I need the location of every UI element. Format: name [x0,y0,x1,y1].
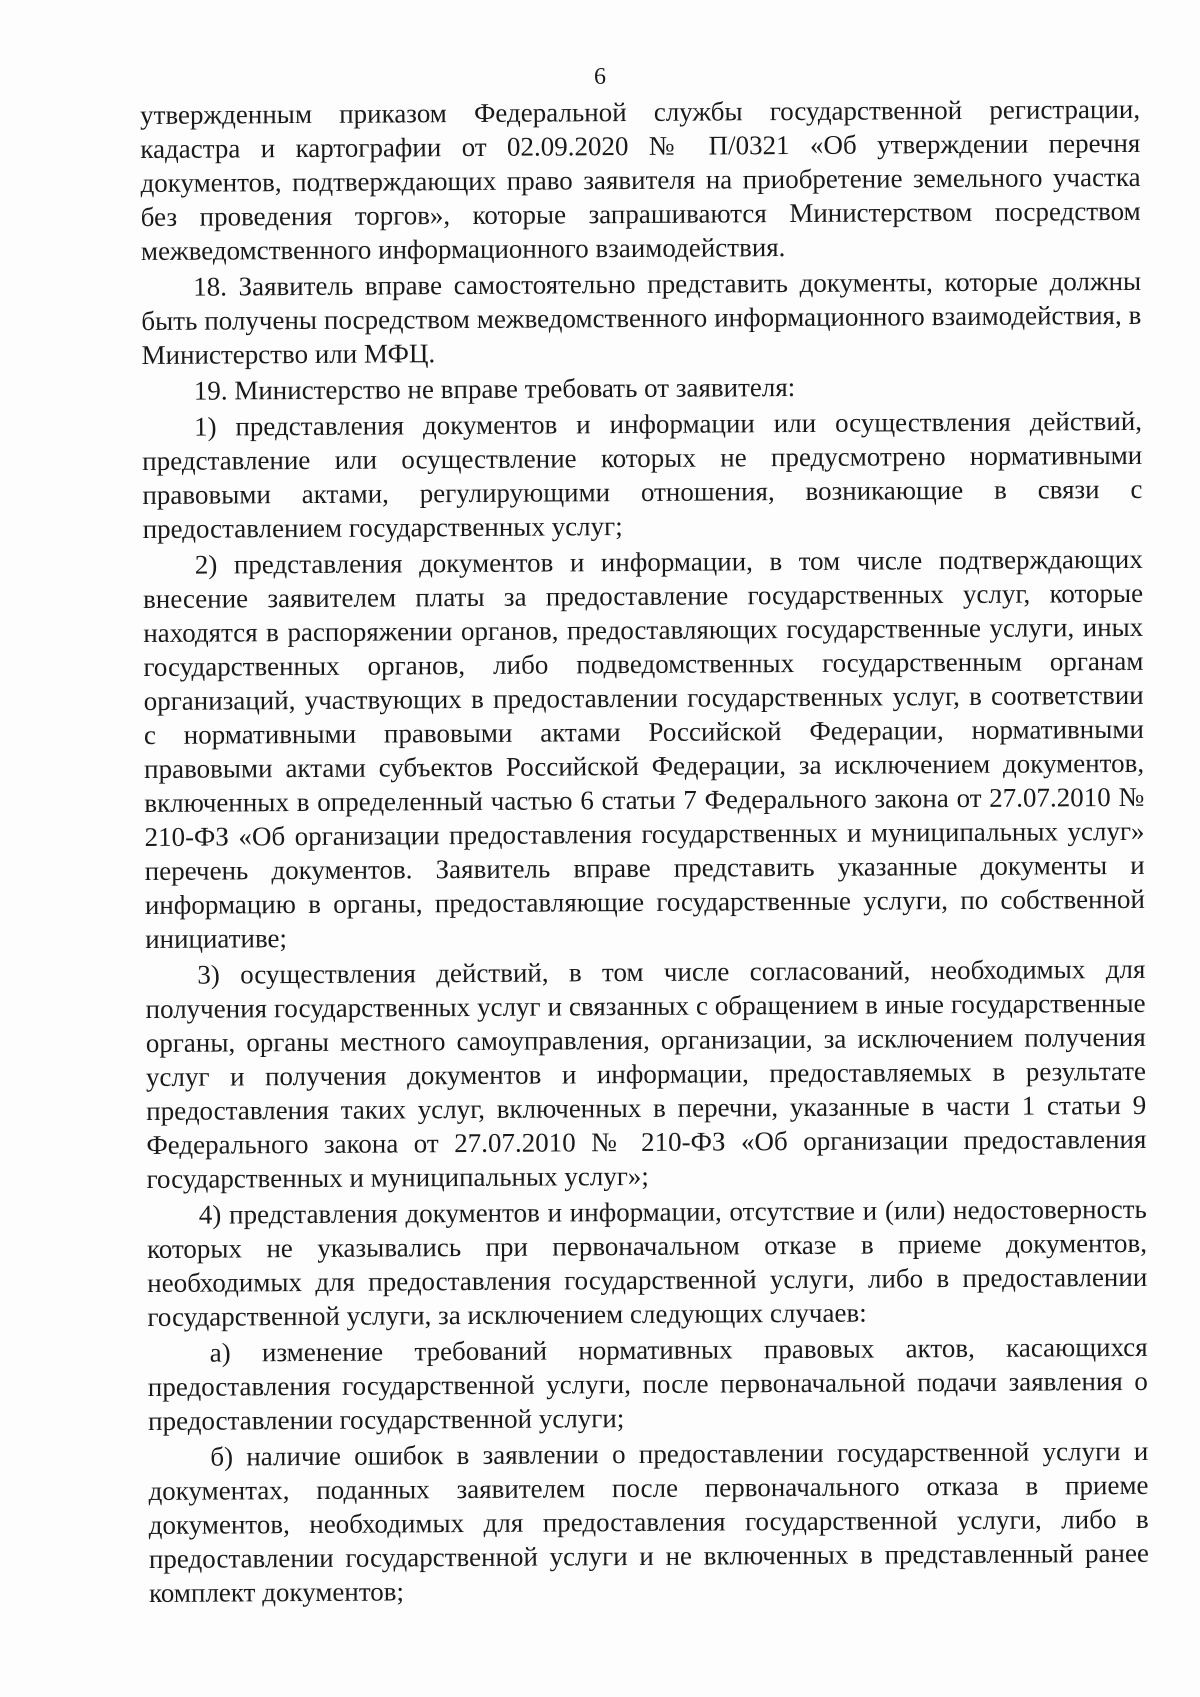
paragraph-subitem-2: 2) представления документов и информации, в том числе подтверждающих внесение заявителем платы за предоставление государственных услуг, которые находятся в распоряжении органов, предоставляющих государственные услуги, иных государственных органов, либо подведомственных государственным органам организаций, участвующих в предоставлении государственных услуг, в соответствии с нормативными правовыми актами Российской Федерации, нормативными правовыми актами субъектов Российской Федерации, за исключением документов, включенных в определенный частью 6 статьи 7 Федерального закона от 27.07.2010 № 210-ФЗ «Об организации предоставления государственных и муниципальных услуг» перечень документов. Заявитель вправе представить указанные документы и информацию в органы, предоставляющие государственные услуги, по собственной инициативе; [142,543,1146,954]
paragraph-item-19: 19. Министерство не вправе требовать от заявителя: [193,372,796,406]
document-body [140,92,1149,1612]
paragraph-subitem-a: а) изменение требований нормативных правовых актов, касающихся предоставления государственной услуги, после первоначальной подачи заявления о предоставлении государственной услуги; [147,1331,1148,1436]
paragraph-continuation: утвержденным приказом Федеральной службы государственной регистрации, кадастра и картографии от 02.09.2020 № П/0321 «Об утверждении перечня документов, подтверждающих право заявителя на приобретение земельного участка без проведения торгов», которые запрашиваются Министерством посредством межведомственного информационного взаимодействия. [140,93,1141,266]
paragraph-item-18: 18. Заявитель вправе самостоятельно представить документы, которые должны быть получены посредством межведомственного информационного взаимодействия, в Министерство или МФЦ. [141,265,1142,370]
paragraph-subitem-1: 1) представления документов и информации или осуществления действий, представление или осуществление которых не предусмотрено нормативными правовыми актами, регулирующими отношения, возникающие в связи с предоставлением государственных услуг; [142,405,1143,544]
page-number: 6 [594,64,606,90]
paragraph-subitem-3: 3) осуществления действий, в том числе согласований, необходимых для получения государственных услуг и связанных с обращением в иные государственные органы, органы местного самоуправления, организации, за исключением получения услуг и получения документов и информации, предоставляемых в результате предоставления таких услуг, включенных в перечни, указанные в части 1 статьи 9 Федерального закона от 27.07.2010 № 210-ФЗ «Об организации предоставления государственных и муниципальных услуг»; [145,953,1147,1194]
paragraph-subitem-b: б) наличие ошибок в заявлении о предоставлении государственной услуги и документах, поданных заявителем после первоначального отказа в приеме документов, необходимых для предоставления государственной услуги, либо в предоставлении государственной услуги и не включенных в представленный ранее комплект документов; [148,1435,1149,1608]
paragraph-subitem-4: 4) представления документов и информации, отсутствие и (или) недостоверность которых не указывались при первоначальном отказе в приеме документов, необходимых для предоставления государственной услуги, либо в предоставлении государственной услуги, за исключением следующих случаев: [146,1193,1148,1332]
